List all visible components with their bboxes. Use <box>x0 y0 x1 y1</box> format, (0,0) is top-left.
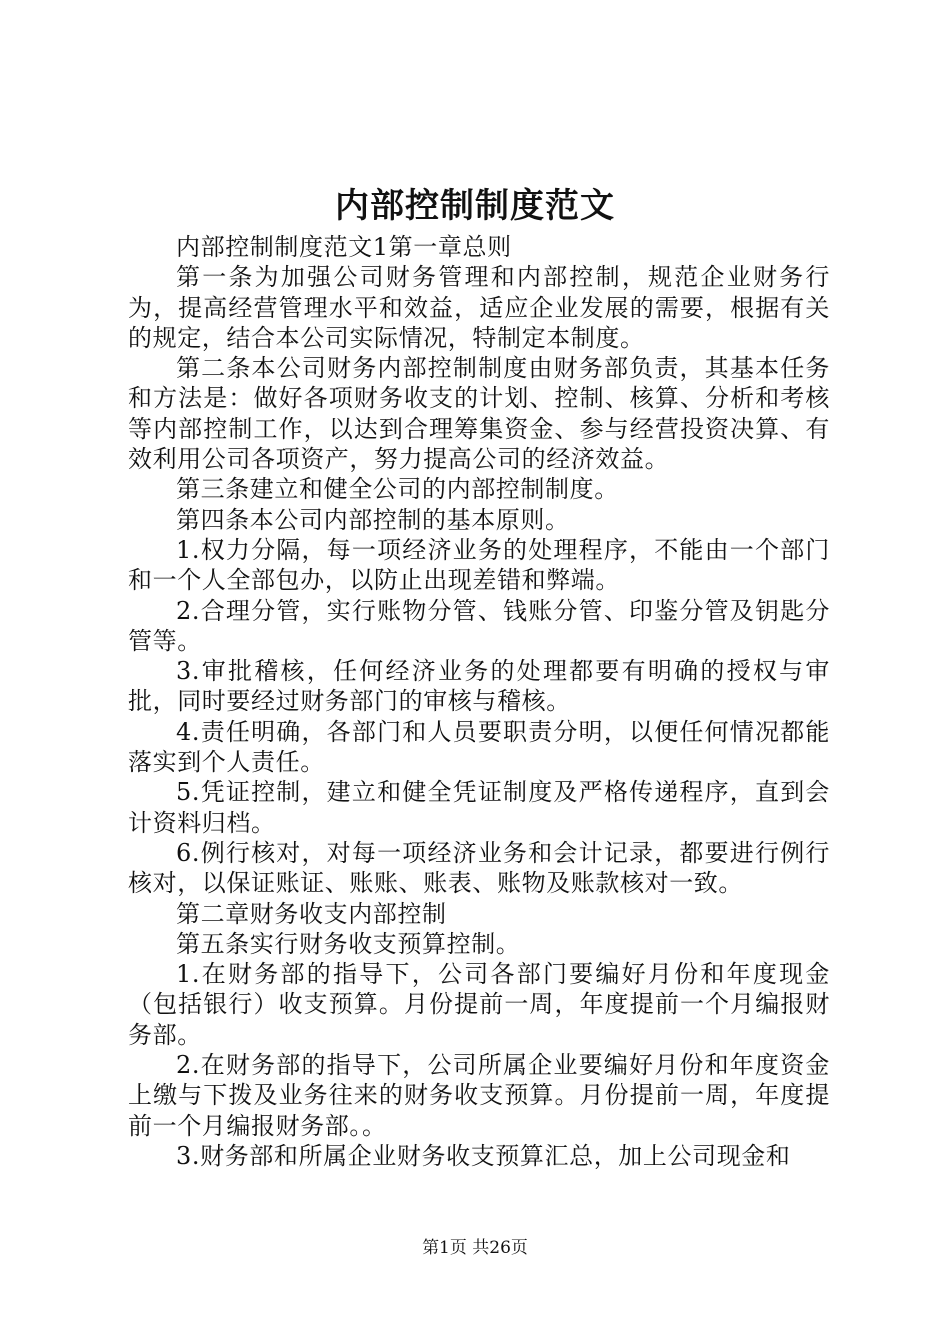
document-title: 内部控制制度范文 <box>335 186 615 226</box>
paragraph: 1.在财务部的指导下，公司各部门要编好月份和年度现金（包括银行）收支预算。月份提前一周，年度提前一个月编报财务部。 <box>128 960 830 1049</box>
paragraph: 第三条建立和健全公司的内部控制制度。 <box>176 475 619 504</box>
paragraph: 6.例行核对，对每一项经济业务和会计记录，都要进行例行核对，以保证账证、账账、账表、账物及账款核对一致。 <box>128 838 830 898</box>
page-footer: 第1页 共26页 <box>422 1238 528 1258</box>
paragraph: 5.凭证控制，建立和健全凭证制度及严格传递程序，直到会计资料归档。 <box>128 778 830 837</box>
paragraph: 2.合理分管，实行账物分管、钱账分管、印鉴分管及钥匙分管等。 <box>128 596 830 655</box>
document-body <box>128 232 830 1171</box>
paragraph: 内部控制制度范文1第一章总则 <box>176 233 512 261</box>
paragraph: 1.权力分隔，每一项经济业务的处理程序，不能由一个部门和一个人全部包办，以防止出现差错和弊端。 <box>128 535 830 595</box>
paragraph: 3.财务部和所属企业财务收支预算汇总，加上公司现金和 <box>176 1141 791 1170</box>
paragraph: 第二章财务收支内部控制 <box>176 899 447 928</box>
paragraph: 3.审批稽核，任何经济业务的处理都要有明确的授权与审批，同时要经过财务部门的审核与稽核。 <box>128 657 830 716</box>
paragraph: 第二条本公司财务内部控制制度由财务部负责，其基本任务和方法是：做好各项财务收支的计划、控制、核算、分析和考核等内部控制工作，以达到合理筹集资金、参与经营投资决算、有效利用公司各项资产，努力提高公司的经济效益。 <box>128 354 830 474</box>
paragraph: 2.在财务部的指导下，公司所属企业要编好月份和年度资金上缴与下拨及业务往来的财务收支预算。月份提前一周，年度提前一个月编报财务部。。 <box>128 1051 830 1140</box>
paragraph: 4.责任明确，各部门和人员要职责分明，以便任何情况都能落实到个人责任。 <box>128 717 830 777</box>
paragraph: 第一条为加强公司财务管理和内部控制，规范企业财务行为，提高经营管理水平和效益，适应企业发展的需要，根据有关的规定，结合本公司实际情况，特制定本制度。 <box>128 263 830 352</box>
paragraph: 第四条本公司内部控制的基本原则。 <box>176 505 570 534</box>
paragraph: 第五条实行财务收支预算控制。 <box>176 929 521 958</box>
